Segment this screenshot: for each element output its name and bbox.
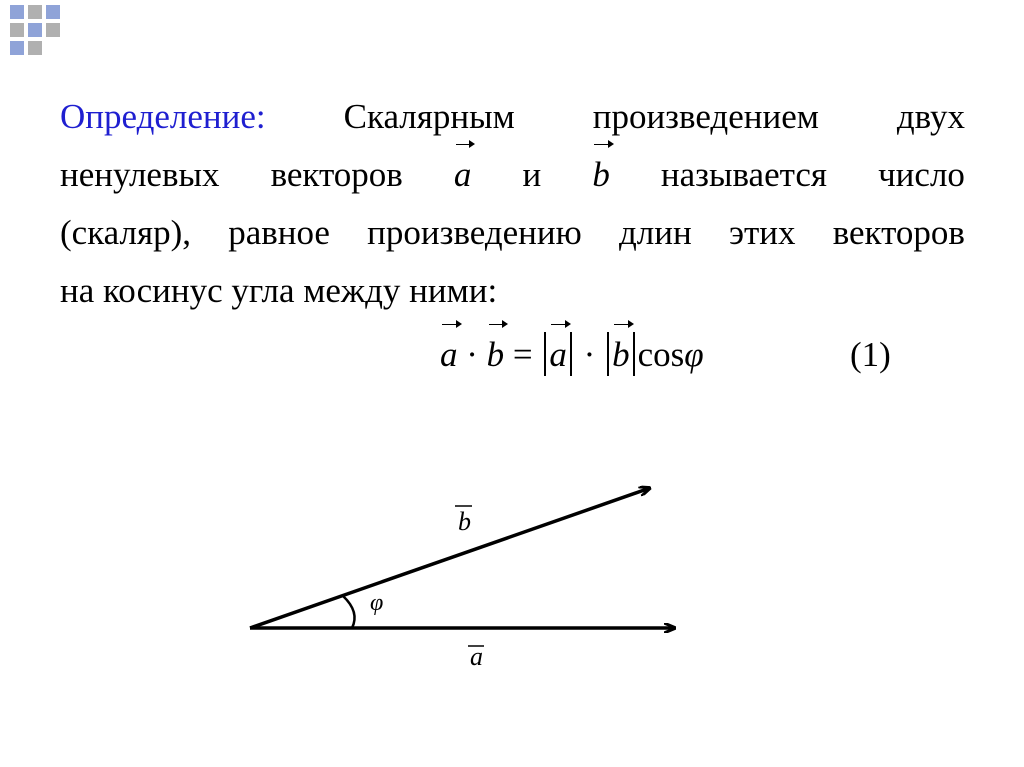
vector-b-arrow	[250, 488, 650, 628]
text-word: векторов	[832, 213, 965, 252]
text-word: этих	[728, 213, 796, 252]
vector-a: a	[454, 146, 472, 204]
text-word: (скаляр),	[60, 213, 191, 252]
text-word: ненулевых	[60, 155, 220, 194]
label-b: b	[458, 507, 471, 536]
text-word: равное	[228, 213, 330, 252]
text-word: произведению	[367, 213, 582, 252]
text-word: число	[878, 155, 965, 194]
formula-vector-a: a	[440, 326, 458, 384]
definition-term: Определение:	[60, 97, 266, 136]
formula-abs-a: a	[549, 326, 567, 384]
formula-vector-b: b	[487, 326, 505, 384]
formula-cos: cos	[637, 335, 685, 374]
text-word: произведением	[592, 97, 819, 136]
equation-number: (1)	[850, 335, 891, 374]
label-angle: φ	[370, 590, 384, 616]
text-word: Скалярным	[343, 97, 515, 136]
formula-equals: =	[512, 335, 533, 374]
label-a: a	[470, 642, 483, 671]
definition-line-4: на косинус угла между ними:	[60, 271, 498, 310]
formula-dot: ·	[466, 335, 478, 374]
text-word: называется	[660, 155, 827, 194]
text-word: длин	[619, 213, 692, 252]
formula-dot: ·	[583, 335, 596, 374]
text-word: и	[522, 155, 542, 194]
vector-b: b	[592, 146, 610, 204]
formula-abs-b: b	[612, 326, 630, 384]
angle-arc	[343, 596, 355, 628]
text-word: двух	[896, 97, 965, 136]
formula-phi: φ	[684, 335, 704, 374]
text-word: векторов	[270, 155, 403, 194]
